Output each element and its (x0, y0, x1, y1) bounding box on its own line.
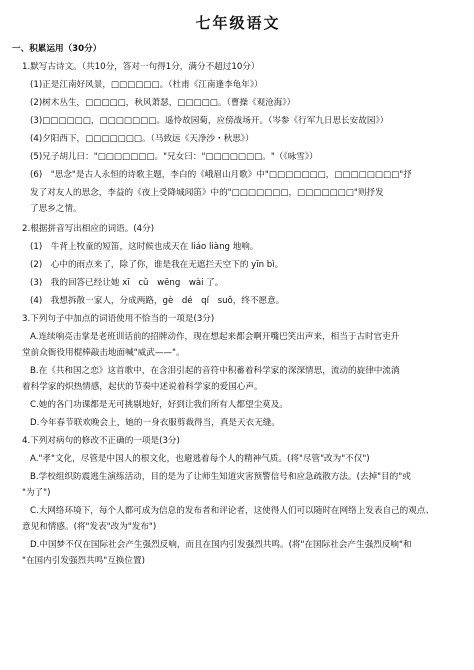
exam-text-line: 了思乡之情。 (30, 204, 82, 214)
exam-text-line: "在国内引发强烈共鸣"互换位置) (22, 556, 145, 566)
exam-text-line: (1)正是江南好风景，□□□□□□。（杜甫《江南逢李龟年》） (30, 80, 263, 90)
exam-text-line: 意见和情感。(将"发表"改为"发布") (22, 522, 157, 532)
exam-text-line: (3) 我的回答已经让她 xī cǔ wēng wài 了。 (30, 278, 224, 288)
exam-text-line: B.学校组织防震逃生演练活动，目的是为了让师生知道灾害预警信号和应急疏散方法。(去掉"目的"或 (30, 472, 411, 482)
exam-text-line: (4) 我想拆散一家人，分成两路，gè dé qí suǒ，终不愿意。 (30, 296, 285, 306)
exam-text-line: (6) "思念"是古人永恒的诗歌主题，李白的《峨眉山月歌》中"□□□□□□□，□□□□□□□□"抒 (30, 170, 412, 180)
exam-content (12, 43, 464, 567)
exam-text-line: B.在《共和国之恋》这首歌中，在含泪引起的音符中积蓄着科学家的深深情思，流动的旋律中流淌 (30, 366, 400, 376)
exam-text-line: 发了对友人的思念，李益的《夜上受降城闻笛》中的"□□□□□□□，□□□□□□□"则抒发 (30, 188, 384, 198)
exam-text-line: 3.下列句子中加点的词语使用不恰当的一项是(3分) (22, 314, 215, 324)
exam-text-line: (5)兄子胡儿曰："□□□□□□□。"兄女曰："□□□□□□□。"（《咏雪》） (30, 152, 318, 162)
exam-text-line: C.大网络环境下，每个人都可成为信息的发布者和评论者，这使得人们可以随时在网络上发表自己的观点、 (30, 506, 435, 516)
exam-text-line: 一、积累运用（30分） (12, 44, 102, 54)
exam-text-line: D.今年春节联欢晚会上，她的一身衣服剪裁得当，真是天衣无缝。 (30, 418, 280, 428)
exam-text-line: 堂前众衙役用棍棒敲击地面喊"威武——"。 (22, 348, 185, 358)
exam-text-line: (1) 牛背上牧童的短笛，这时候也成天在 liáo liàng 地响。 (30, 242, 259, 252)
exam-text-line: C.她的各门功课都是无可挑剔地好，好到让我们所有人都望尘莫及。 (30, 400, 288, 410)
exam-section (12, 223, 464, 429)
exam-text-line: (2)树木丛生，□□□□□，秋风萧瑟，□□□□□。（曹操《观沧海》） (30, 98, 296, 108)
exam-text-line: 着科学家的炽热情感，起伏的节奏中述说着科学家的爱国心声。 (22, 382, 263, 392)
exam-text-line: A."孝"文化，尽管是中国人的根文化，也避逃着每个人的精神气质。(将"尽管"改为"不仅") (30, 454, 370, 464)
exam-text-line: 1.默写古诗文。（共10分，答对一句得1分，满分不超过10分） (22, 62, 260, 72)
exam-text-line: 2.根据拼音写出相应的词语。(4分) (22, 224, 155, 234)
exam-text-line: D.中国梦不仅在国际社会产生强烈反响，而且在国内引发强烈共鸣。(将"在国际社会产生强烈反响"和 (30, 540, 412, 550)
exam-section (12, 43, 464, 215)
exam-text-line: (2) 心中的雨点来了，除了你，谁是我在无遮拦天空下的 yīn bì。 (30, 260, 284, 270)
exam-text-line: (4)夕阳西下，□□□□□□□。（马致远《天净沙・秋思》） (30, 134, 254, 144)
page-title: 七年级语文 (195, 14, 281, 32)
exam-text-line: "为了") (22, 488, 51, 498)
exam-text-line: A.连续响亮击掌是老班训话前的招牌动作，现在想起来都会啊开嘴巴笑出声来，相当于古时官吏升 (30, 332, 400, 342)
exam-section (12, 435, 464, 567)
exam-text-line: 4.下列对病句的修改不正确的一项是(3分) (22, 436, 180, 446)
exam-text-line: (3)□□□□□□，□□□□□□□。遥怜故园菊，应傍战场开。（岑参《行军九日思长安故园》） (30, 116, 389, 126)
